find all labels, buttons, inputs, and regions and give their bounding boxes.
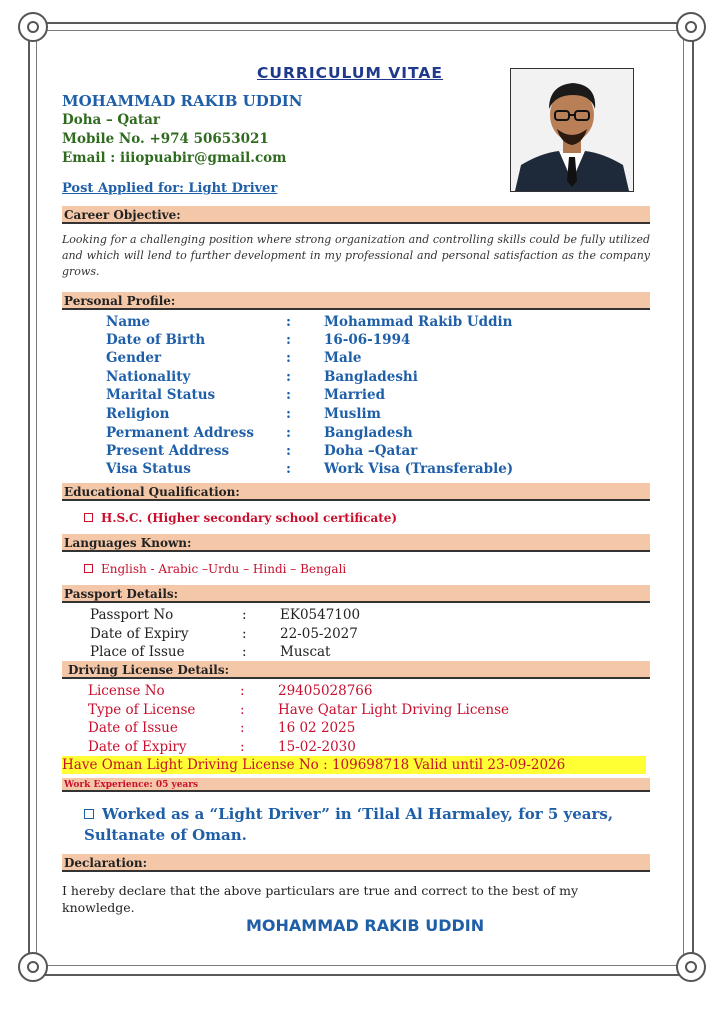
languages-item: English - Arabic –Urdu – Hindi – Bengali [84, 562, 346, 576]
header-email: Email : iiiopuabir@gmail.com [62, 150, 287, 166]
section-driving-license: Driving License Details: [62, 661, 650, 679]
section-personal-profile: Personal Profile: [62, 292, 650, 310]
profile-row: Permanent Address : Bangladesh [106, 425, 413, 441]
checkbox-bullet-icon [84, 513, 93, 522]
profile-photo [510, 68, 634, 192]
section-education: Educational Qualification: [62, 483, 650, 501]
profile-row: Visa Status : Work Visa (Transferable) [106, 461, 514, 477]
oman-license-highlight: Have Oman Light Driving License No : 109698718 Valid until 23-09-2026 [62, 756, 646, 774]
profile-row: Present Address : Doha –Qatar [106, 443, 418, 459]
license-row: License No : 29405028766 [88, 683, 373, 699]
person-photo-icon [511, 69, 633, 191]
license-row: Type of License : Have Qatar Light Driving License [88, 702, 510, 718]
declaration-text: I hereby declare that the above particulars are true and correct to the best of my knowledge. [62, 883, 579, 915]
checkbox-bullet-icon [84, 809, 94, 819]
work-experience-item: Worked as a “Light Driver” in ‘Tilal Al Harmaley, for 5 years, Sultanate of Oman. [84, 805, 614, 844]
post-applied: Post Applied for: Light Driver [62, 181, 278, 196]
header-mobile: Mobile No. +974 50653021 [62, 131, 269, 147]
checkbox-bullet-icon [84, 564, 93, 573]
section-declaration: Declaration: [62, 854, 650, 872]
profile-row: Gender : Male [106, 350, 362, 366]
license-row: Date of Expiry : 15-02-2030 [88, 739, 356, 755]
passport-row: Place of Issue : Muscat [90, 644, 331, 660]
profile-row: Religion : Muslim [106, 406, 381, 422]
passport-row: Date of Expiry : 22-05-2027 [90, 626, 358, 642]
profile-row: Marital Status : Married [106, 387, 386, 403]
signature-name: MOHAMMAD RAKIB UDDIN [246, 916, 485, 935]
section-passport: Passport Details: [62, 585, 650, 603]
career-objective-text: Looking for a challenging position where strong organization and controlling skills could be fully utilized and which will lend to further development in my professional and personal satisfaction as the company grows. [62, 233, 650, 278]
profile-row: Nationality : Bangladeshi [106, 369, 418, 385]
license-row: Date of Issue : 16 02 2025 [88, 720, 356, 736]
header-location: Doha – Qatar [62, 112, 161, 128]
profile-row: Name : Mohammad Rakib Uddin [106, 314, 513, 330]
corner-ornament-icon [18, 12, 48, 42]
header-name: MOHAMMAD RAKIB UDDIN [62, 92, 303, 110]
education-item: H.S.C. (Higher secondary school certificate) [84, 511, 397, 525]
section-languages: Languages Known: [62, 534, 650, 552]
section-career-objective: Career Objective: [62, 206, 650, 224]
document-title: CURRICULUM VITAE [257, 64, 444, 82]
profile-row: Date of Birth : 16-06-1994 [106, 332, 411, 348]
corner-ornament-icon [18, 952, 48, 982]
section-work-experience: Work Experience: 05 years [62, 778, 650, 792]
corner-ornament-icon [676, 12, 706, 42]
corner-ornament-icon [676, 952, 706, 982]
passport-row: Passport No : EK0547100 [90, 607, 361, 623]
